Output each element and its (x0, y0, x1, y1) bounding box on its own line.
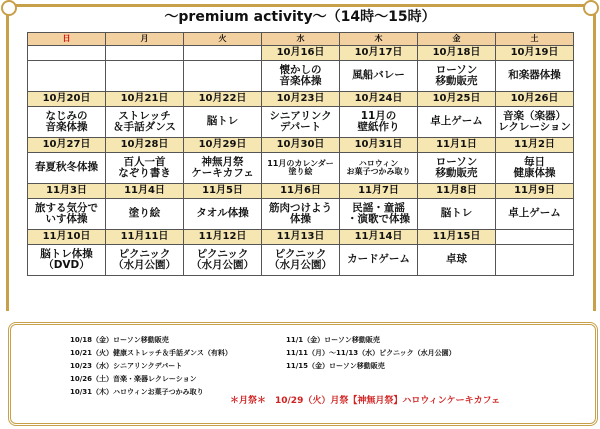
event-cell (418, 107, 496, 138)
event-text: 筋肉つけよう (269, 201, 332, 214)
event-row (28, 153, 574, 184)
event-cell (418, 153, 496, 184)
event-text: 塗り絵 (128, 207, 161, 220)
date-cell (184, 46, 262, 61)
date-cell: 10月18日 (418, 46, 496, 61)
event-text: （水月公園） (269, 259, 332, 271)
weekday-header: 水 (262, 33, 340, 46)
weekday-header: 日 (28, 33, 106, 46)
event-text: ピクニック (118, 247, 171, 260)
date-cell: 10月16日 (262, 46, 340, 61)
event-text: 春夏秋冬体操 (35, 161, 98, 174)
date-cell: 10月17日 (340, 46, 418, 61)
note-item: 10/21（火）健康ストレッチ＆手話ダンス（有料） (70, 349, 232, 357)
event-text: 移動販売 (435, 167, 478, 179)
note-item: 11/11（月）～11/13（水）ピクニック（水月公園） (286, 349, 456, 357)
event-cell (106, 61, 184, 92)
event-text: 和楽器体操 (508, 69, 561, 82)
date-cell: 11月6日 (262, 184, 340, 199)
event-text: 移動販売 (435, 75, 478, 87)
event-text: 塗り絵 (288, 167, 313, 176)
note-item: 11/1（金）ローソン移動販売 (286, 336, 380, 344)
event-text: 音楽（楽器） (503, 109, 566, 122)
event-cell (496, 107, 574, 138)
event-cell (496, 245, 574, 276)
date-cell: 10月23日 (262, 92, 340, 107)
date-cell: 10月21日 (106, 92, 184, 107)
event-text: 旅する気分で (35, 201, 98, 214)
date-cell (106, 46, 184, 61)
event-cell (340, 107, 418, 138)
weekday-header: 木 (340, 33, 418, 46)
event-text: デパート (279, 121, 322, 133)
event-cell (262, 61, 340, 92)
event-cell (340, 61, 418, 92)
date-cell: 10月28日 (106, 138, 184, 153)
event-text: 風船バレー (352, 69, 405, 82)
date-cell (28, 46, 106, 61)
date-cell: 11月5日 (184, 184, 262, 199)
event-cell (418, 199, 496, 230)
note-item: 10/18（金）ローソン移動販売 (70, 336, 169, 344)
event-cell (106, 153, 184, 184)
event-cell (28, 199, 106, 230)
event-cell (184, 153, 262, 184)
page-title: ～premium activity～（14時～15時） (164, 9, 436, 25)
event-cell (184, 61, 262, 92)
date-cell: 11月14日 (340, 230, 418, 245)
date-cell: 11月4日 (106, 184, 184, 199)
date-cell: 11月13日 (262, 230, 340, 245)
date-cell: 10月22日 (184, 92, 262, 107)
weekday-header: 金 (418, 33, 496, 46)
event-cell (184, 245, 262, 276)
event-cell (496, 199, 574, 230)
date-row (28, 138, 574, 153)
date-cell: 10月19日 (496, 46, 574, 61)
event-text: 卓上ゲーム (430, 115, 483, 128)
event-text: ピクニック (274, 247, 327, 260)
date-row (28, 46, 574, 61)
event-text: 民謡・童謡 (352, 201, 405, 214)
event-text: 健康体操 (513, 167, 556, 179)
event-cell (28, 61, 106, 92)
event-text: 脳トレ体操 (40, 247, 93, 260)
event-cell (418, 61, 496, 92)
event-text: 11月の (360, 109, 397, 122)
event-text: 音楽体操 (279, 75, 322, 87)
event-text: 体操 (290, 213, 311, 225)
event-cell (340, 199, 418, 230)
event-cell (418, 245, 496, 276)
event-cell (184, 107, 262, 138)
event-text: ローソン (435, 155, 478, 168)
event-cell (262, 153, 340, 184)
event-text: 神無月祭 (201, 155, 244, 168)
date-cell: 10月25日 (418, 92, 496, 107)
event-text: 壁紙作り (357, 121, 400, 133)
event-cell (496, 153, 574, 184)
event-text: 百人一首 (123, 155, 166, 168)
note-item: 10/26（土）音楽・楽器レクレーション (70, 375, 197, 383)
event-cell (262, 245, 340, 276)
event-text: お菓子つかみ取り (346, 167, 411, 176)
weekday-header-row (28, 33, 574, 46)
event-text: なじみの (45, 109, 88, 122)
event-row (28, 61, 574, 92)
event-cell (28, 245, 106, 276)
event-text: 脳トレ (440, 207, 473, 220)
date-cell: 11月3日 (28, 184, 106, 199)
event-text: タオル体操 (196, 207, 249, 220)
weekday-header: 土 (496, 33, 574, 46)
date-cell: 11月2日 (496, 138, 574, 153)
event-text: ・演歌で体操 (347, 213, 410, 225)
date-cell (496, 230, 574, 245)
event-text: ケーキカフェ (191, 167, 254, 179)
date-row (28, 184, 574, 199)
event-text: ストレッチ (118, 109, 171, 122)
event-text: （DVD） (43, 259, 90, 271)
date-cell: 11月15日 (418, 230, 496, 245)
date-cell: 10月31日 (340, 138, 418, 153)
date-cell: 10月29日 (184, 138, 262, 153)
event-cell (106, 245, 184, 276)
weekday-header: 火 (184, 33, 262, 46)
event-cell (106, 199, 184, 230)
event-text: ハロウィン (358, 158, 399, 168)
event-text: ピクニック (196, 247, 249, 260)
event-cell (340, 245, 418, 276)
event-text: 懐かしの (279, 63, 322, 76)
event-text: （水月公園） (113, 259, 176, 271)
event-cell (262, 107, 340, 138)
event-cell (106, 107, 184, 138)
date-cell: 10月27日 (28, 138, 106, 153)
event-text: 卓球 (446, 253, 467, 266)
date-cell: 10月20日 (28, 92, 106, 107)
date-cell: 11月9日 (496, 184, 574, 199)
event-cell (28, 153, 106, 184)
event-text: 11月のカレンダー (267, 158, 334, 168)
event-cell (262, 199, 340, 230)
event-text: 脳トレ (206, 115, 239, 128)
event-text: （水月公園） (191, 259, 254, 271)
date-cell: 10月30日 (262, 138, 340, 153)
date-cell: 11月12日 (184, 230, 262, 245)
event-text: 音楽体操 (45, 121, 88, 133)
festival-announcement: ＊月祭＊ 10/29（火）月祭【神無月祭】ハロウィンケーキカフェ (230, 396, 501, 406)
weekday-header: 月 (106, 33, 184, 46)
event-text: レクレーション (498, 121, 571, 133)
event-row (28, 199, 574, 230)
event-text: シニアリンク (269, 109, 332, 122)
event-row (28, 245, 574, 276)
event-text: 毎日 (524, 155, 545, 168)
note-item: 10/23（水）シニアリンクデパート (70, 362, 183, 370)
event-cell (496, 61, 574, 92)
event-cell (184, 199, 262, 230)
note-item: 11/15（金）ローソン移動販売 (286, 362, 385, 370)
event-text: ＆手話ダンス (113, 121, 176, 133)
event-text: 卓上ゲーム (508, 207, 561, 220)
date-cell: 11月10日 (28, 230, 106, 245)
date-cell: 10月24日 (340, 92, 418, 107)
event-text: カードゲーム (347, 253, 410, 266)
date-cell: 11月1日 (418, 138, 496, 153)
event-text: なぞり書き (118, 167, 171, 179)
date-row (28, 230, 574, 245)
activity-calendar (27, 32, 574, 276)
date-cell: 11月8日 (418, 184, 496, 199)
event-text: いす体操 (45, 213, 88, 225)
event-text: ローソン (435, 63, 478, 76)
event-row (28, 107, 574, 138)
date-cell: 11月11日 (106, 230, 184, 245)
date-row (28, 92, 574, 107)
event-cell (28, 107, 106, 138)
date-cell: 11月7日 (340, 184, 418, 199)
date-cell: 10月26日 (496, 92, 574, 107)
event-cell (340, 153, 418, 184)
note-item: 10/31（木）ハロウィンお菓子つかみ取り (70, 388, 204, 396)
